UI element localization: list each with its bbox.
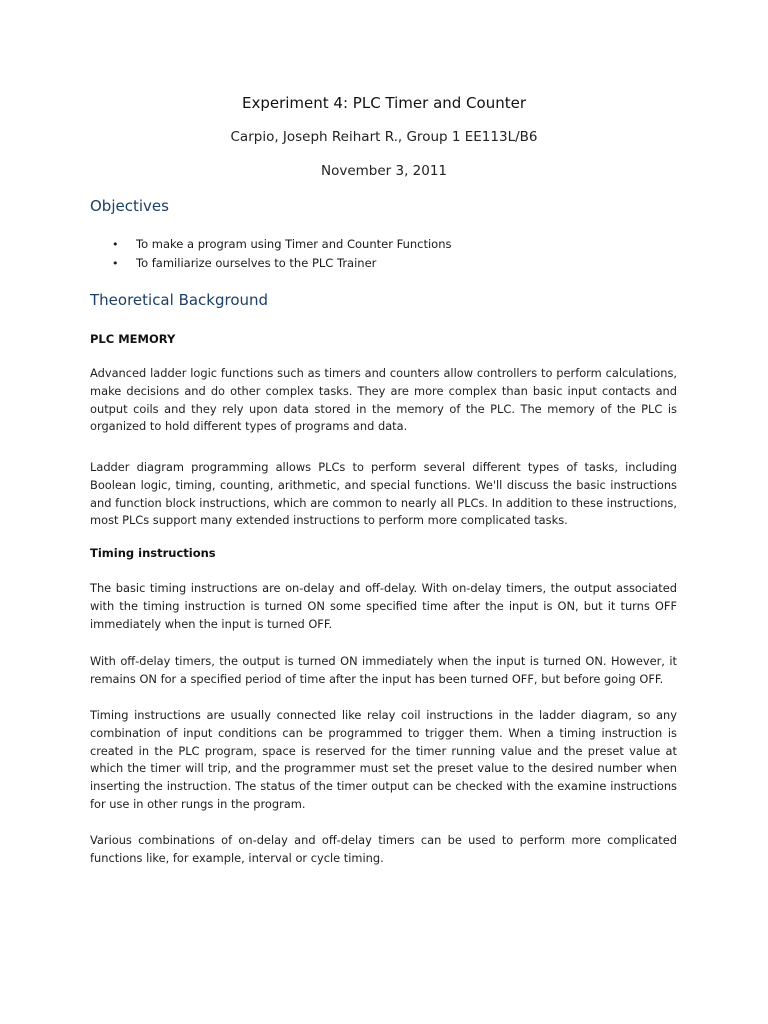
paragraph: Ladder diagram programming allows PLCs to perform several different types of tasks, including Boolean logic, timing, counting, arithmetic, and special functions. We'll discuss the basic instructions and function block instructions, which are common to nearly all PLCs. In addition to these instructions, most PLCs support many extended instructions to perform more complicated tasks. (90, 460, 677, 528)
objectives-list (112, 235, 672, 273)
plc-memory-heading: PLC MEMORY (90, 332, 176, 346)
objective-text: To familiarize ourselves to the PLC Trainer (136, 256, 377, 270)
paragraph: Various combinations of on-delay and off-delay timers can be used to perform more complicated functions like, for example, interval or cycle timing. (90, 833, 677, 865)
bullet-icon: • (112, 238, 119, 251)
objective-text: To make a program using Timer and Counter Functions (136, 237, 452, 251)
paragraph: Advanced ladder logic functions such as timers and counters allow controllers to perform calculations, make decisions and do other complex tasks. They are more complex than basic input contacts and output coils and they rely upon data stored in the memory of the PLC. The memory of the PLC is organized to hold different types of programs and data. (90, 366, 677, 434)
timing-instructions-heading: Timing instructions (90, 546, 216, 560)
background-heading: Theoretical Background (90, 291, 269, 309)
paragraph: Timing instructions are usually connected like relay coil instructions in the ladder diagram, so any combination of input conditions can be programmed to trigger them. When a timing instruction is created in the PLC program, space is reserved for the timer running value and the preset value at which the timer will trip, and the programmer must set the preset value to the desired number when inserting the instruction. The status of the timer output can be checked with the examine instructions for use in other rungs in the program. (90, 708, 677, 811)
paragraph: With off-delay timers, the output is turned ON immediately when the input is turned ON. However, it remains ON for a specified period of time after the input has been turned OFF, but before going OFF. (90, 654, 677, 686)
objectives-heading: Objectives (90, 197, 169, 215)
document-date: November 3, 2011 (320, 163, 448, 179)
document-title: Experiment 4: PLC Timer and Counter (241, 94, 527, 112)
paragraph: The basic timing instructions are on-delay and off-delay. With on-delay timers, the output associated with the timing instruction is turned ON some specified time after the input is ON, but it turns OFF immediately when the input is turned OFF. (90, 581, 677, 631)
bullet-icon: • (112, 257, 119, 270)
list-item (112, 254, 672, 273)
document-author: Carpio, Joseph Reihart R., Group 1 EE113L/B6 (230, 129, 538, 145)
list-item (112, 235, 672, 254)
